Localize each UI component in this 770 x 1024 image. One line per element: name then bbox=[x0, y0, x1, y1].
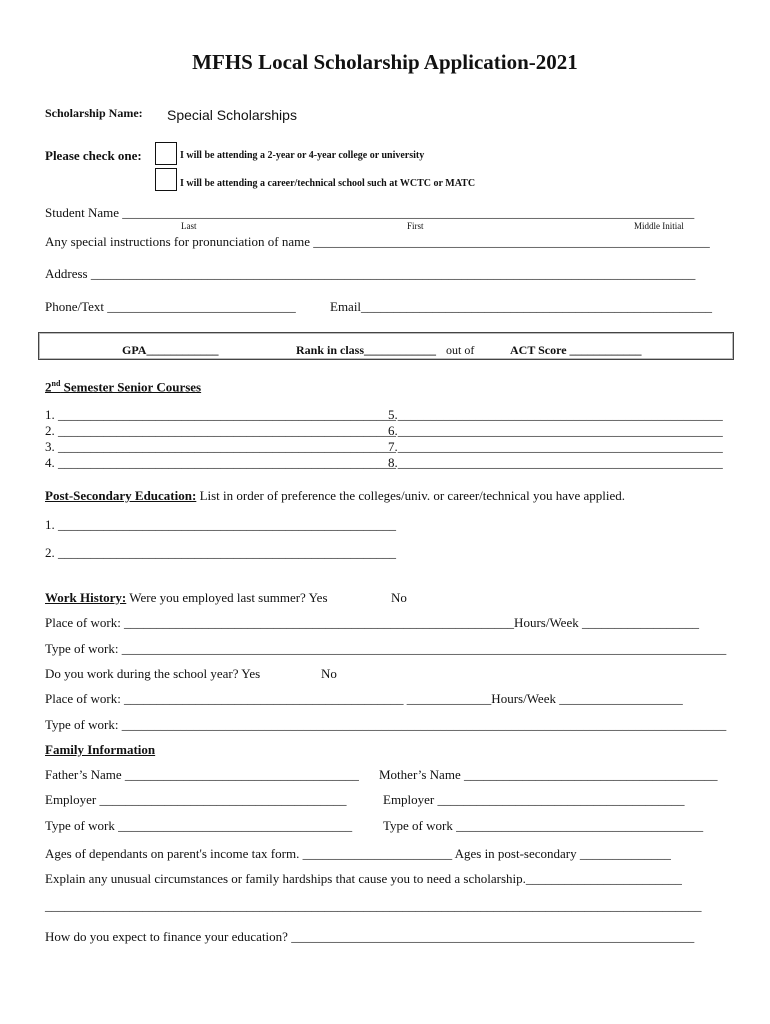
technical-option-label: I will be attending a career/technical school such at WCTC or MATC bbox=[180, 178, 476, 189]
last-name-sublabel: Last bbox=[181, 221, 197, 231]
post-secondary-line-1[interactable]: 1. ____________________________________________________ bbox=[45, 517, 396, 532]
place-of-work-1[interactable]: Place of work: ____________________________________________________________Hours/Week __________________ bbox=[45, 615, 699, 630]
father-employer-field[interactable]: Employer ______________________________________ bbox=[45, 792, 347, 807]
address-field[interactable]: Address _____________________________________________________________________________________________ bbox=[45, 266, 696, 281]
post-secondary-heading: Post-Secondary Education: bbox=[45, 488, 197, 503]
finance-field[interactable]: How do you expect to finance your education? ______________________________________________________________ bbox=[45, 929, 695, 944]
student-name-field[interactable]: Student Name ________________________________________________________________________________________ bbox=[45, 205, 695, 220]
work-school-year-no[interactable]: No bbox=[321, 666, 337, 681]
type-of-work-1[interactable]: Type of work: _____________________________________________________________________________________________ bbox=[45, 641, 727, 656]
hardship-explanation-line[interactable]: _____________________________________________________________________________________________________ bbox=[45, 898, 702, 913]
please-check-label: Please check one: bbox=[45, 148, 142, 163]
middle-initial-sublabel: Middle Initial bbox=[634, 221, 684, 231]
scholarship-name-label: Scholarship Name: bbox=[45, 106, 143, 120]
post-secondary-instructions: List in order of preference the colleges/univ. or career/technical you have applied. bbox=[196, 488, 625, 503]
college-option-label: I will be attending a 2-year or 4-year college or university bbox=[180, 150, 425, 161]
mother-work-type-field[interactable]: Type of work ______________________________________ bbox=[383, 818, 704, 833]
post-secondary-line-2[interactable]: 2. ____________________________________________________ bbox=[45, 545, 396, 560]
phone-field[interactable]: Phone/Text _____________________________ bbox=[45, 299, 296, 314]
work-history-row bbox=[45, 590, 328, 606]
courses-heading: 2nd Semester Senior Courses bbox=[45, 379, 202, 395]
mother-employer-field[interactable]: Employer ______________________________________ bbox=[383, 792, 685, 807]
course-line-8[interactable]: 8.__________________________________________________ bbox=[388, 455, 723, 470]
family-heading: Family Information bbox=[45, 742, 156, 757]
post-secondary-row bbox=[45, 488, 625, 504]
rank-field[interactable]: Rank in class____________ bbox=[296, 343, 437, 357]
course-line-7[interactable]: 7.__________________________________________________ bbox=[388, 439, 723, 454]
place-of-work-2[interactable]: Place of work: ___________________________________________ _____________Hours/Week ___________________ bbox=[45, 691, 683, 706]
course-line-6[interactable]: 6.__________________________________________________ bbox=[388, 423, 723, 438]
mother-name-field[interactable]: Mother’s Name _______________________________________ bbox=[379, 767, 718, 782]
type-of-work-2[interactable]: Type of work: _____________________________________________________________________________________________ bbox=[45, 717, 727, 732]
father-name-field[interactable]: Father’s Name ____________________________________ bbox=[45, 767, 359, 782]
gpa-field[interactable]: GPA____________ bbox=[122, 343, 219, 357]
course-line-1[interactable]: 1. ____________________________________________________ bbox=[45, 407, 396, 422]
out-of-label: out of bbox=[446, 343, 475, 357]
employed-summer-no[interactable]: No bbox=[391, 590, 407, 605]
first-name-sublabel: First bbox=[407, 221, 424, 231]
pronunciation-field[interactable]: Any special instructions for pronunciation of name _____________________________________________________________ bbox=[45, 234, 710, 249]
hardship-explanation-field[interactable]: Explain any unusual circumstances or family hardships that cause you to need a scholarship.________________________ bbox=[45, 871, 682, 886]
employed-last-summer-question: Were you employed last summer? Yes bbox=[126, 590, 328, 605]
course-line-2[interactable]: 2. ____________________________________________________ bbox=[45, 423, 396, 438]
work-school-year-question: Do you work during the school year? Yes bbox=[45, 666, 261, 681]
page-title: MFHS Local Scholarship Application-2021 bbox=[192, 50, 578, 74]
scholarship-name-field[interactable]: Special Scholarships bbox=[167, 107, 297, 123]
dependants-ages-field[interactable]: Ages of dependants on parent's income tax form. _______________________ Ages in post-secondary ______________ bbox=[45, 846, 671, 861]
work-history-heading: Work History: bbox=[45, 590, 127, 605]
course-line-4[interactable]: 4. ____________________________________________________ bbox=[45, 455, 396, 470]
college-checkbox[interactable] bbox=[155, 142, 177, 165]
course-line-5[interactable]: 5.__________________________________________________ bbox=[388, 407, 723, 422]
father-work-type-field[interactable]: Type of work ____________________________________ bbox=[45, 818, 353, 833]
course-line-3[interactable]: 3. ____________________________________________________ bbox=[45, 439, 396, 454]
technical-checkbox[interactable] bbox=[155, 168, 177, 191]
email-field[interactable]: Email______________________________________________________ bbox=[330, 299, 713, 314]
act-field[interactable]: ACT Score ____________ bbox=[510, 343, 642, 357]
